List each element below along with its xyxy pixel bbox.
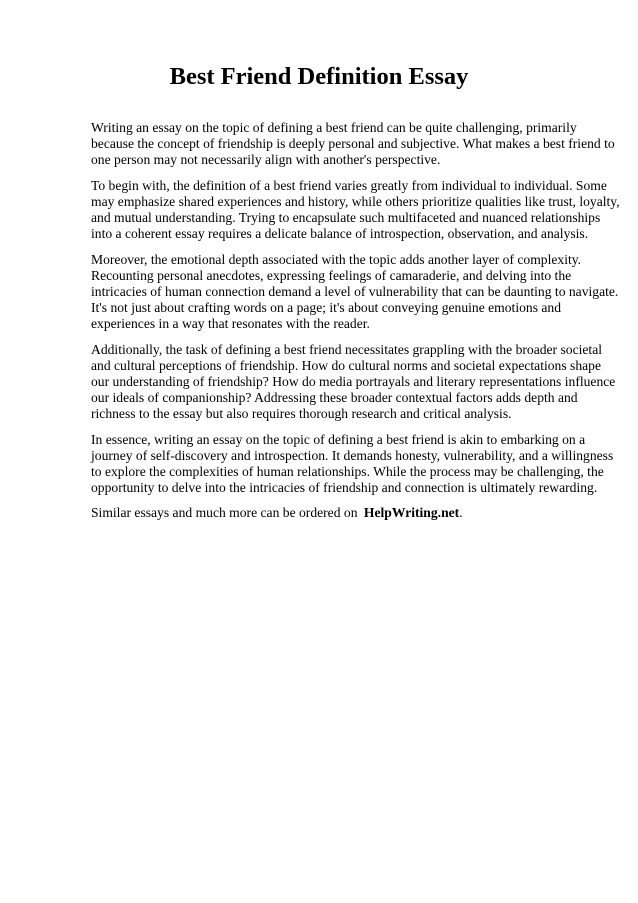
paragraph xyxy=(91,120,615,168)
paragraph-line: and cultural perceptions of friendship. How do cultural norms and societal expectations shape xyxy=(91,357,601,373)
document-title: Best Friend Definition Essay xyxy=(169,63,469,90)
helpwriting-link[interactable]: HelpWriting.net xyxy=(363,505,460,521)
paragraph xyxy=(91,431,614,496)
paragraph-line: Writing an essay on the topic of defining a best friend can be quite challenging, primarily xyxy=(91,120,577,135)
paragraph-line: journey of self-discovery and introspection. It demands honesty, vulnerability, and a willingness xyxy=(91,447,614,463)
paragraph-line: one person may not necessarily align with another's perspective. xyxy=(91,152,441,168)
paragraph-line: our ideals of companionship? Addressing these broader contextual factors adds depth and xyxy=(91,389,578,405)
paragraph-line: richness to the essay but also requires thorough research and critical analysis. xyxy=(91,406,512,421)
paragraph-line: Moreover, the emotional depth associated with the topic adds another layer of complexity. xyxy=(91,251,582,267)
paragraph xyxy=(91,177,620,242)
paragraph-line: To begin with, the definition of a best friend varies greatly from individual to individual. Some xyxy=(91,177,607,193)
paragraph-line: It's not just about crafting words on a page; it's about conveying genuine emotions and xyxy=(91,299,562,315)
closing-prefix: Similar essays and much more can be ordered on xyxy=(91,505,361,521)
paragraph-line: intricacies of human connection demand a level of vulnerability that can be daunting to navigate. xyxy=(91,283,619,299)
paragraph-line: our understanding of friendship? How do media portrayals and literary representations influence xyxy=(91,373,616,389)
closing-line xyxy=(91,505,601,521)
paragraph-line: Additionally, the task of defining a best friend necessitates grappling with the broader societal xyxy=(91,341,602,357)
paragraph-line: into a coherent essay requires a delicate balance of introspection, observation, and analysis. xyxy=(91,226,589,242)
paragraph xyxy=(91,341,616,422)
paragraph-line: to explore the complexities of human relationships. While the process may be challenging, the xyxy=(91,463,604,479)
paragraph-line: experiences in a way that resonates with the reader. xyxy=(91,316,370,332)
paragraph-list xyxy=(91,120,620,496)
closing-suffix: . xyxy=(459,505,463,521)
paragraph-line: Recounting personal anecdotes, expressing feelings of camaraderie, and delving into the xyxy=(91,267,572,283)
paragraph-line: may emphasize shared experiences and history, while others prioritize qualities like trust, loyalty, xyxy=(91,193,620,209)
paragraph-line: In essence, writing an essay on the topic of defining a best friend is akin to embarking on a xyxy=(91,431,586,447)
paragraph-line: and mutual understanding. Trying to encapsulate such multifaceted and nuanced relationships xyxy=(91,209,601,225)
paragraph-line: opportunity to delve into the intricacies of friendship and connection is ultimately rewarding. xyxy=(91,479,598,495)
paragraph xyxy=(91,251,619,332)
paragraph-line: because the concept of friendship is deeply personal and subjective. What makes a best friend to xyxy=(91,136,615,152)
document-body xyxy=(91,120,620,522)
